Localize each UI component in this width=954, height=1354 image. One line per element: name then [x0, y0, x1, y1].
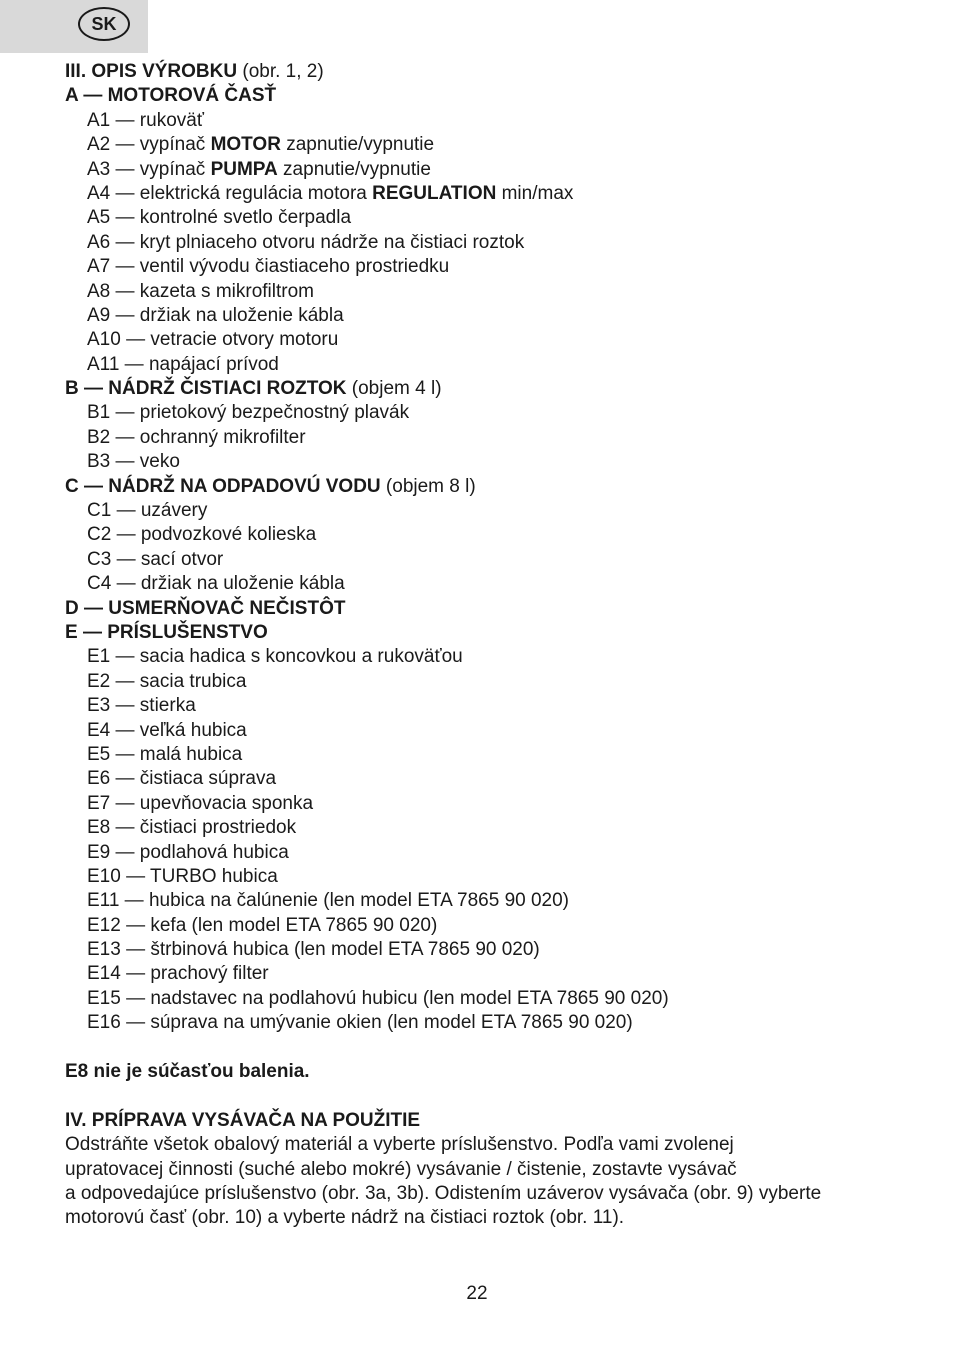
group-a-heading [65, 84, 895, 108]
language-tab [0, 0, 148, 53]
list-item: E11 — hubica na čalúnenie (len model ETA 7865 90 020) [87, 890, 570, 912]
list-item: E10 — TURBO hubica [87, 865, 278, 887]
list-item: A7 — ventil vývodu čiastiaceho prostriedku [87, 256, 450, 278]
list-item: E4 — veľká hubica [87, 719, 247, 741]
list-item: E12 — kefa (len model ETA 7865 90 020) [87, 914, 438, 936]
list-item: E1 — sacia hadica s koncovkou a rukoväťou [87, 646, 463, 668]
group-b-heading [65, 377, 895, 401]
group-b-list [65, 401, 895, 474]
list-item: E14 — prachový filter [87, 963, 269, 985]
group-c-list [65, 499, 895, 597]
list-item: E3 — stierka [87, 695, 196, 717]
group-c-label: C [65, 475, 79, 497]
paragraph-line: upratovacej činnosti (suché alebo mokré) vysávanie / čistenie, zostavte vysávač [65, 1158, 737, 1180]
list-item: A2 — vypínač MOTOR zapnutie/vypnutie [87, 134, 435, 156]
section-3-heading [65, 60, 895, 84]
group-a-list [65, 109, 895, 377]
list-item: E5 — malá hubica [87, 743, 243, 765]
list-item: A6 — kryt plniaceho otvoru nádrže na čistiaci roztok [87, 231, 525, 253]
paragraph-line: Odstráňte všetok obalový materiál a vyberte príslušenstvo. Podľa vami zvolenej [65, 1134, 734, 1156]
paragraph-line: motorovú časť (obr. 10) a vyberte nádrž na čistiaci roztok (obr. 11). [65, 1207, 625, 1229]
group-b-label: B [65, 378, 79, 400]
list-item: E15 — nadstavec na podlahovú hubicu (len model ETA 7865 90 020) [87, 987, 669, 1009]
list-item: E8 — čistiaci prostriedok [87, 817, 297, 839]
section-3-figure-ref: (obr. 1, 2) [237, 61, 324, 82]
group-b-volume: (objem 4 l) [346, 378, 442, 400]
list-item: E6 — čistiaca súprava [87, 768, 277, 790]
list-item: A11 — napájací prívod [87, 353, 279, 375]
list-item: C3 — sací otvor [87, 548, 224, 570]
list-item: C1 — uzávery [87, 500, 208, 522]
list-item: A3 — vypínač PUMPA zapnutie/vypnutie [87, 158, 431, 180]
page-number: 22 [466, 1283, 488, 1304]
group-c-heading [65, 475, 895, 499]
group-e-title: — PRÍSLUŠENSTVO [82, 621, 268, 643]
group-e-heading [65, 621, 895, 645]
list-item: A8 — kazeta s mikrofiltrom [87, 280, 314, 302]
group-e-label: E [65, 621, 78, 643]
section-3-title: III. OPIS VÝROBKU [65, 61, 238, 82]
list-item: A9 — držiak na uloženie kábla [87, 304, 344, 326]
list-item: E16 — súprava na umývanie okien (len model ETA 7865 90 020) [87, 1012, 633, 1034]
list-item: B2 — ochranný mikrofilter [87, 426, 306, 448]
package-note: E8 nie je súčasťou balenia. [65, 1061, 310, 1083]
group-c-volume: (objem 8 l) [380, 475, 476, 497]
group-d-title: — USMERŇOVAČ NEČISTÔT [84, 597, 346, 619]
list-item: B1 — prietokový bezpečnostný plavák [87, 402, 410, 424]
group-a-title: — MOTOROVÁ ČASŤ [83, 85, 277, 107]
list-item: E9 — podlahová hubica [87, 841, 289, 863]
list-item: E7 — upevňovacia sponka [87, 792, 314, 814]
group-e-list [65, 645, 895, 1035]
section-4-paragraph [65, 1133, 895, 1231]
group-d-label: D [65, 597, 79, 619]
list-item: A5 — kontrolné svetlo čerpadla [87, 207, 352, 229]
list-item: A1 — rukoväť [87, 109, 204, 131]
group-b-title: — NÁDRŽ ČISTIACI ROZTOK [84, 378, 347, 400]
language-badge: SK [78, 7, 130, 41]
paragraph-line: a odpovedajúce príslušenstvo (obr. 3a, 3b). Odistením uzáverov vysávača (obr. 9) vyberte [65, 1182, 822, 1204]
list-item: A4 — elektrická regulácia motora REGULATION min/max [87, 182, 574, 204]
list-item: C4 — držiak na uloženie kábla [87, 573, 345, 595]
list-item: E13 — štrbinová hubica (len model ETA 7865 90 020) [87, 939, 540, 961]
list-item: E2 — sacia trubica [87, 670, 247, 692]
list-item: A10 — vetracie otvory motoru [87, 329, 339, 351]
group-a-label: A [65, 85, 79, 107]
section-4-title: IV. PRÍPRAVA VYSÁVAČA NA POUŽITIE [65, 1109, 421, 1131]
document-content [65, 60, 895, 1231]
group-c-title: — NÁDRŽ NA ODPADOVÚ VODU [84, 475, 381, 497]
list-item: C2 — podvozkové kolieska [87, 524, 317, 546]
list-item: B3 — veko [87, 451, 180, 473]
group-d-heading [65, 597, 895, 621]
